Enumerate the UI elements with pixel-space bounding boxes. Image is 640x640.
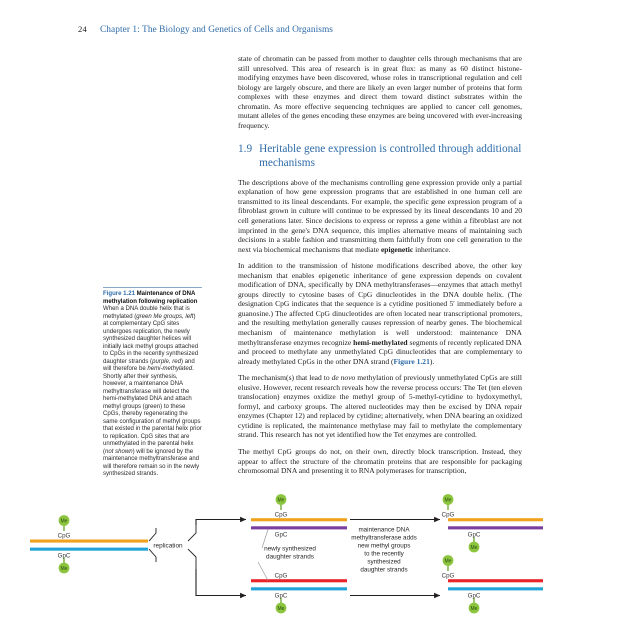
running-head [78, 24, 333, 35]
methyl-label: Me [444, 497, 452, 504]
caption-s2: ) at complementary CpG sites undergoes replication, the newly synthesized daughter helices will initially lack methyl groups attached to CpGs in the recently synthesized daughter strands ( [103, 313, 199, 365]
strand-orange-hemi-upper [251, 518, 347, 521]
maintenance-line-4: to the recently [364, 550, 404, 558]
para2-text-a: The descriptions above of the mechanisms controlling gene expression provide only a partial explanation of how gene expression programs that are established in one human cell are transmitted to its lineal descendants. For example, the specific gene expression program of a fibroblast grown in culture will continue to be expressed by its lineal descendants 10 and 20 cell generations later. Since decisions to express or repress a gene within a fibroblast are not imprinted in the gene's DNA sequence, this implies alternative means of maintaining such decisions in a stable fashion and transmitting them faithfully from one cell generation to the next via biochemical mechanisms that mediate [238, 177, 522, 254]
cpg-label-remeth-lower: CpG [441, 572, 455, 580]
strand-orange-parent [30, 540, 148, 543]
fork-line-lower-right [188, 549, 196, 569]
para3-text-c: ). [429, 356, 435, 366]
figure-caption [103, 287, 202, 479]
cpg-label-hemi-lower: CpG [274, 572, 288, 580]
methyl-group-remeth-lower-top [443, 555, 454, 571]
strand-purple-remeth-upper [448, 526, 543, 529]
maintenance-methylation-step [350, 520, 440, 596]
caption-s1: When a DNA double helix that is methylated ( [103, 306, 190, 320]
methyl-label: Me [277, 606, 285, 613]
maintenance-line-5: synthesized [367, 558, 401, 566]
cpg-label-hemi-upper: CpG [274, 511, 288, 519]
page-number: 24 [78, 24, 87, 34]
gpc-label-parent: GpC [57, 552, 71, 560]
fork-line-lower-left [149, 549, 156, 562]
gpc-label-remeth-lower: GpC [467, 592, 481, 600]
strand-blue-hemi-lower [251, 587, 347, 590]
caption-i2: purple, red [152, 358, 181, 365]
methyl-label: Me [444, 558, 452, 565]
replication-label: replication [153, 542, 183, 550]
paragraph-dna-methylation [238, 261, 522, 366]
maintenance-line-6: daughter strands [360, 566, 408, 574]
methyl-label: Me [470, 545, 478, 552]
maintenance-line-1: maintenance DNA [358, 526, 410, 534]
fork-line-upper-right [188, 525, 196, 541]
methyl-group-remeth-upper-bottom [469, 537, 480, 552]
caption-i3: hemi-methylated [147, 366, 193, 372]
paragraph-epigenetic-intro [238, 178, 522, 254]
methyl-label: Me [60, 518, 68, 525]
para4-text-a: The mechanism(s) that lead to [238, 373, 332, 383]
chapter-title: Chapter 1: The Biology and Genetics of Cells and Organisms [100, 25, 333, 35]
arrow-to-lower-daughter [196, 569, 246, 596]
methyl-label: Me [277, 497, 285, 504]
term-epigenetic: epigenetic [380, 244, 414, 254]
caption-s5: ) will be ignored by the maintenance methyltransferase and will therefore remain so in the newly synthesized strands. [103, 448, 200, 477]
figure-reference-link[interactable]: Figure 1.21 [393, 356, 430, 366]
strand-blue-remeth-lower [448, 587, 543, 590]
caption-s3: ) and will therefore be [103, 358, 195, 372]
gpc-label-hemi-upper: GpC [274, 531, 288, 539]
cpg-label-remeth-upper: CpG [441, 511, 455, 519]
main-text-column [238, 54, 522, 476]
methyl-group-hemi-lower [276, 598, 287, 613]
leader-line-lower [258, 562, 268, 581]
para4-text-b: methylation of previously unmethylated CpGs are still elusive. However, recent research reveals how the reverse process occurs: The Tet (ten eleven translocation) enzymes oxidize the methyl group of 5-methyl-cytidine to hydoxymethyl, formyl, and carboxy groups. The altered nucleotides may then be excised by DNA repair enzymes (Chapter 12) and replaced by cytidine; alternatively, when DNA bearing an oxidized cytidine is replicated, the maintenance methylase may fail to methylate the complementary strand. This research has not yet identified how the Tet enzymes are controlled. [238, 373, 522, 440]
strand-blue-parent [30, 548, 148, 551]
section-number: 1.9 [238, 143, 253, 156]
paragraph-methyl-cpg-groups: The methyl CpG groups do not, on their own, directly block transcription. Instead, they appear to affect the structure of the chromatin proteins that are responsible for packaging chromosomal DNA and presenting it to RNA polymerases for transcription, [238, 447, 522, 476]
section-title: Heritable gene expression is controlled through additional mechanisms [259, 143, 522, 169]
caption-i1: green Me groups, left [136, 313, 194, 320]
paragraph-de-novo-methylation [238, 373, 522, 440]
cpg-label-parent: CpG [57, 532, 71, 540]
methyl-label: Me [470, 606, 478, 613]
caption-figure-number: Figure 1.21 [103, 291, 137, 297]
methyl-group-parent-bottom [59, 558, 70, 573]
term-hemi-methylated: hemi-methylated [353, 337, 408, 347]
strand-purple-hemi-upper [251, 526, 347, 529]
para2-text-b: inheritance. [413, 244, 451, 254]
figure-1-21-artwork [0, 492, 640, 640]
caption-rule [103, 287, 202, 288]
strand-red-hemi-lower [251, 579, 347, 582]
hemimethylated-duplex-upper [251, 494, 347, 538]
gpc-label-remeth-upper: GpC [467, 531, 481, 539]
maintenance-line-2: methyltransferase adds [351, 534, 417, 542]
methyl-label: Me [60, 566, 68, 573]
para3-text-b: segments of recently replicated DNA and proceed to methylate any unmethylated CpG dinucleotides that are complementary to already methylated CpGs in the other DNA strand ( [238, 337, 522, 366]
maintenance-line-3: new methyl groups [357, 542, 411, 550]
remethylated-duplex-lower [442, 555, 543, 613]
strand-red-remeth-lower [448, 579, 543, 582]
paragraph-chromatin-state: state of chromatin can be passed from mother to daughter cells through mechanisms that are still unresolved. This area of research is in great flux: as many as 60 distinct histone-modifying enzymes have been discovered, whose roles in transcriptional regulation and cell biology are largely obscure, and there are likely an even larger number of proteins that form complexes with these enzymes and direct them toward distinct substrates within the chromatin. As more effective sequencing techniques are applied to cancer cell genomes, mutant alleles of the genes encoding these enzymes are being uncovered with ever-increasing frequency. [238, 54, 522, 130]
caption-s4: . Shortly after their synthesis, however, a maintenance DNA methyltransferase will detect the hemi-methylated DNA and attach methyl groups (green) to these CpGs, thereby regenerating the same configuration of methyl groups that existed in the parental helix prior to replication. CpG sites that are unmethylated in the parental helix ( [103, 366, 202, 455]
methyl-group-remeth-upper-top [443, 494, 454, 510]
methyl-group-remeth-lower-bottom [469, 598, 480, 613]
gpc-label-hemi-lower: GpC [274, 592, 288, 600]
parental-duplex [30, 515, 148, 573]
hemimethylated-duplex-lower [251, 573, 347, 614]
remethylated-duplex-upper [442, 494, 543, 552]
section-heading-1-9 [238, 143, 522, 169]
para3-text-a: In addition to the transmission of histone modifications described above, the other key mechanism that enables epigenetic inheritance of gene expression depends on covalent modification of DNA, specifically by DNA methyltransferases—enzymes that attach methyl groups directly to cytosine bases of CpG dinucleotides in the DNA double helix. (The designation CpG indicates that the sequence is a cytidine positioned 5' immediately before a guanosine.) The affected CpG dinucleotides are often located near transcriptional promoters, and the resulting methylation generally causes repression of nearby genes. The biochemical mechanism of maintenance methylation is well understood: maintenance DNA methyltransferase enzymes recognize [238, 261, 522, 347]
term-de-novo: de novo [331, 373, 356, 383]
methyl-group-hemi-upper [276, 494, 287, 510]
caption-figure-title: Maintenance of DNA methylation following replication [103, 291, 198, 305]
fork-line-upper-left [149, 528, 156, 541]
replication-step [149, 520, 246, 596]
arrow-to-upper-daughter [196, 520, 246, 526]
daughter-strands-line2: daughter strands [266, 553, 314, 561]
daughter-strands-line1: newly synthesized [264, 545, 316, 553]
strand-orange-remeth-upper [448, 518, 543, 521]
methyl-group-parent-top [59, 515, 70, 531]
caption-i4: not shown [105, 448, 133, 455]
